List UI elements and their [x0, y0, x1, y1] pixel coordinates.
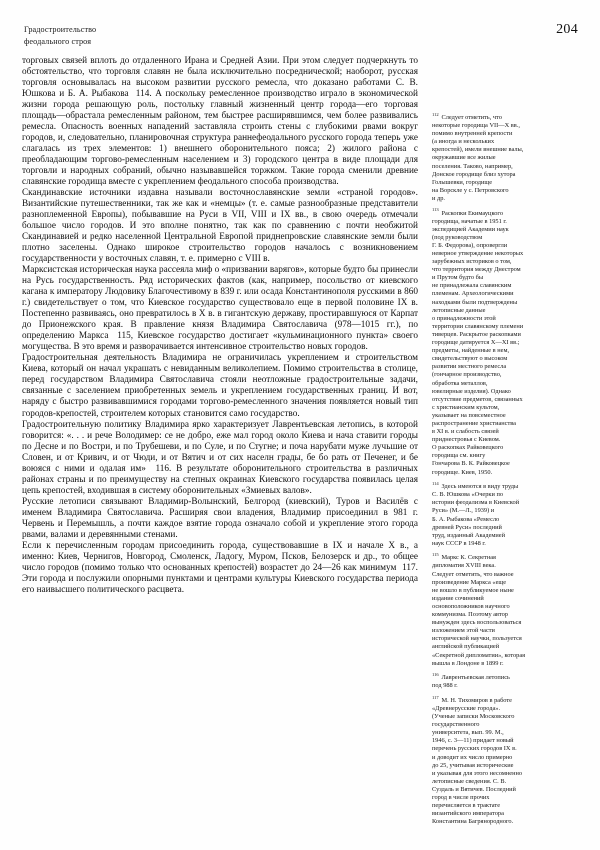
- footnote-line: до 25, учитывая исторические: [432, 761, 514, 769]
- footnote-line: о принадлежности этой: [432, 314, 496, 322]
- footnote-line: $^{116}$ Лаврентьевская летопись: [432, 672, 510, 682]
- footnote-line: в XI в. и слабость связей: [432, 428, 499, 436]
- footnote-line: государственного: [432, 721, 480, 729]
- footnote-line: древней Руси» последний: [432, 523, 502, 531]
- footnote-line: Руси» (М.—Л., 1939) и: [432, 507, 495, 515]
- footnote-line: основоположников научного: [432, 602, 510, 610]
- footnote-line: зарубежных историков о том,: [432, 258, 512, 266]
- footnote: [432, 674, 584, 690]
- footnote-line: городища см. книгу: [432, 452, 486, 460]
- footnote-line: О раскопках Райковецкого: [432, 444, 504, 452]
- footnote-line: под 988 г.: [432, 682, 458, 690]
- footnote-line: (гончарное производство,: [432, 371, 502, 379]
- footnote-line: исторической научки, пользуется: [432, 635, 522, 643]
- footnote-line: предметы, найденные в нем,: [432, 347, 510, 355]
- footnote-line: тиверцев. Раскрытое раскопками: [432, 330, 521, 338]
- footnote-line: обработка металлов,: [432, 379, 488, 387]
- body-paragraph: Русские летописи связывают Владимир-Волынский, Белгород (киевский), Туров и Василёв с именем Владимира Святославича. Расширяя свои владения, Владимир присоединил в 981 г. Червень и Перемышль, а почти каждое взятие города означало собой и укрепление этого города рвами, валами и деревянными стенами.: [22, 496, 418, 540]
- footnote: [432, 483, 584, 548]
- body-paragraph: Марксистская историческая наука рассеяла миф о «призвании варягов», которые будто бы принесли на Русь государственность. Ряд исторических фактов (как, например, посольство от киевского кагана к императору Людовику Благочестивому в 839 г. или осада Константинополя русскими в 860 г.) свидетельствует о том, что Киевское государство существовало еще в первой половине IX в. Постепенно развиваясь, оно превратилось в X в. в гигантскую державу, простиравшуюся от Карпат до Прионежского края. В правление князя Владимира Святославича (978—1015 гг.), по определению Маркса 115, Киевское государство достигает «кульминационного пункта» своего могущества. В это время и разворачивается интенсивное строительство новых городов.: [22, 265, 418, 353]
- footnote-line: экспедицией Академии наук: [432, 225, 509, 233]
- footnote-line: племенам. Археологическими: [432, 290, 514, 298]
- footnote-line: городище. Киев, 1950.: [432, 468, 493, 476]
- footnote-line: не вошло в публикуемое ныне: [432, 586, 514, 594]
- footnote-line: ювелирные изделия). Однако: [432, 387, 511, 395]
- footnote-line: издание сочинений: [432, 594, 484, 602]
- footnote-line: дипломатия XVIII века.: [432, 562, 496, 570]
- footnote-line: вынужден здесь воспользоваться: [432, 619, 522, 627]
- footnote-line: и указывая для этого несомненно: [432, 769, 523, 777]
- footnote-line: находками были подтверждены: [432, 298, 518, 306]
- body-paragraph: Скандинавские источники издавна называли восточнославянские земли «страной городов». Византийские путешественники, так же как и «немцы» (т. е. самые разнообразные представители разноплеменной Европы), побывавшие на Руси в VII, VIII и IX вв., в свою очередь отмечали большое число городов. И это вполне понятно, так как по сравнению с почти необжитой Скандинавией и редко населенной Центральной Европой приднепровские славянские земли были плотно заселены. Однако широкое строительство городов началось с возникновением государственности у восточных славян, т. е. примерно с VIII в.: [22, 188, 418, 265]
- footnote-line: изложением этой части: [432, 627, 495, 635]
- footnote-line: летописные данные: [432, 306, 486, 314]
- footnote: [432, 554, 584, 667]
- footnote-line: что территория между Днестром: [432, 266, 521, 274]
- footnote-line: и др.: [432, 194, 445, 202]
- footnote-line: $^{117}$ М. Н. Тихомиров в работе: [432, 694, 512, 704]
- footnote-line: приднестровья с Киевом.: [432, 436, 501, 444]
- footnote-marker: 116: [432, 672, 439, 678]
- footnote-line: помимо внутренней крепости: [432, 130, 513, 138]
- footnote-line: Следует отметить, что важное: [432, 570, 514, 578]
- footnote-line: $^{115}$ Маркс К. Секретная: [432, 552, 496, 562]
- footnote-column: [432, 111, 584, 826]
- footnote-marker: 115: [432, 552, 439, 558]
- footnote-marker: 113: [432, 207, 439, 213]
- footnote-line: Г. Б. Федорова), опровергли: [432, 241, 508, 249]
- footnote-line: городище датируется X—XI вв.;: [432, 339, 520, 347]
- footnote-line: 1946, с. 3—11) придает новый: [432, 737, 514, 745]
- footnote-line: на Ворскле у с. Петровского: [432, 186, 509, 194]
- body-paragraph: Градостроительную политику Владимира ярко характеризует Лаврентьевская летопись, в которой говорится: «. . . и рече Володимер: се не добро, еже мал город около Киева и нача ставити городы по Десне и по Востри, и по Трубешеви, и по Суле, и по Стугне; и поча нарубати муже лучьшие от Словен, и от Кривич, и от Чюди, и от Вятич и от сих населн грады, бе бо рать от Печенег, и бе воюяся с ними и одалая им» 116. В результате оборонительного строительства в различных районах страны и по преимуществу на степных окраинах Киевского государства появилась целая цепь крепостей, входившая в систему оборонительных «Змиевых валов».: [22, 419, 418, 496]
- body-paragraph: Градостроительная деятельность Владимира не ограничилась укреплением и строительством Киева, который он начал украшать с невиданным великолепием. Помимо строительства в столице, перед государством Владимира Святославича стояли неотложные градостроительные задачи, связанные с заселением приобретенных земель и укреплением государственных границ. И вот, наряду с быстро развивавшимися городами торгово-ремесленного значения появляется новый тип городов-крепостей, строителем которых становится само государство.: [22, 353, 418, 419]
- footnote-line: (а иногда и нескольких: [432, 138, 495, 146]
- footnote-line: перечисляется в трактате: [432, 802, 501, 810]
- footnote-line: перечень русских городов IX в.: [432, 745, 517, 753]
- footnote: [432, 207, 584, 477]
- footnote-line: Суздаль и Вятичев. Последний: [432, 785, 516, 793]
- footnote-line: (Ученые записки Московского: [432, 713, 515, 721]
- footnote-line: истории феодализма в Киевской: [432, 499, 520, 507]
- footnote-line: Б. А. Рыбакова «Ремесло: [432, 515, 500, 523]
- footnote-line: $^{114}$ Здесь имеются в виду труды: [432, 481, 519, 491]
- footnote-line: труд, изданный Академией: [432, 531, 506, 539]
- footnote-line: $^{112}$ Следует отметить, что: [432, 111, 502, 121]
- footnote-marker: 112: [432, 111, 439, 117]
- footnote-line: указывает на повсеместное: [432, 411, 506, 419]
- footnote-marker: 117: [432, 694, 439, 700]
- footnote-line: Константина Багрянородного.: [432, 818, 514, 826]
- footnote-line: поселения. Таково, например,: [432, 162, 513, 170]
- page-number: 204: [556, 22, 578, 37]
- footnote-line: не принадлежала славянским: [432, 282, 512, 290]
- footnote-line: Гончарова В. К. Райковецкое: [432, 460, 510, 468]
- footnote-line: летописные сведения. С. В.: [432, 777, 507, 785]
- footnote: [432, 111, 584, 203]
- footnote-marker: 114: [432, 481, 439, 487]
- footnote-line: город в числе прочих: [432, 794, 490, 801]
- footnote-line: крепостей), имели внешние валы,: [432, 146, 524, 154]
- footnote-line: городища, начатые в 1951 г.: [432, 217, 507, 225]
- footnote-line: английской публикацией: [432, 643, 500, 651]
- main-text-column: [22, 56, 418, 596]
- footnote-line: неверное утверждение некоторых: [432, 250, 524, 257]
- footnote: [432, 694, 584, 827]
- footnote-line: $^{113}$ Раскопки Екимауцкого: [432, 207, 503, 217]
- footnote-line: С. В. Юшкова «Очерки по: [432, 491, 504, 499]
- footnote-line: вышла в Лондоне в 1899 г.: [432, 659, 504, 667]
- running-head: [24, 24, 284, 47]
- footnote-line: наук СССР в 1948 г.: [432, 539, 486, 547]
- body-paragraph: торговых связей вплоть до отдаленного Ирана и Средней Азии. При этом следует подчеркнуть то обстоятельство, что торговля славян не была исключительно посреднической; наоборот, русская торговля основывалась на высоком развитии русского ремесла, что доказано работами С. В. Юшкова и Б. А. Рыбакова 114. А поскольку ремесленное производство играло в экономической жизни города решающую роль, постольку главный жизненный центр города—его торговая площадь—обрастала ремесленным районом, тем быстрее расширявшимся, чем более развивались ремесла. Опасность военных нападений заставляла строить стены с глубокими рвами вокруг городов, и, следовательно, планировочная структура раннефеодального русского города теперь уже слагалась из трех элементов: 1) внешнего оборонительного пояса; 2) жилого района с преобладающим торгово-ремесленным населением и 3) городского центра в виде площади для торговли и народных собраний, обычно называвшейся торжком. Такие города сменили древние славянские городища вместе с укреплением феодального способа производства.: [22, 56, 418, 188]
- footnote-line: (под руководством: [432, 233, 483, 241]
- footnote-line: свидетельствуют о высоком: [432, 355, 508, 363]
- footnote-line: коммунизма. Поэтому автор: [432, 611, 508, 619]
- body-paragraph: Если к перечисленным городам присоединить города, существовавшие в IX и начале X в., а именно: Киев, Чернигов, Новгород, Смоленск, Ладогу, Муром, Псков, Белозерск и др., то общее число городов (помимо только что основанных крепостей) возрастет до 24—26 как минимум 117. Эти города и послужили опорными пунктами и центрами культуры Киевского государства периода его наивысшего политического расцвета.: [22, 540, 418, 595]
- footnote-line: «Секретной дипломатии», которая: [432, 651, 526, 659]
- footnote-line: отсутствие предметов, связанных: [432, 395, 523, 403]
- footnote-line: территории славянскому племени: [432, 322, 524, 330]
- running-head-line-1: Градостроительство: [24, 25, 97, 34]
- footnote-line: и доводит их число примерно: [432, 753, 513, 761]
- footnote-line: распространение христианства: [432, 419, 517, 427]
- footnote-line: «Древнерусские города».: [432, 704, 501, 712]
- footnote-line: произведение Маркса «еще: [432, 578, 507, 586]
- footnote-line: византийского императора: [432, 810, 504, 818]
- footnote-line: с христианским культом,: [432, 403, 500, 411]
- footnote-line: и Прутом будто бы: [432, 274, 484, 282]
- footnote-line: университета, вып. 99. М.,: [432, 729, 504, 737]
- footnote-line: Донское городище близ хутора: [432, 170, 516, 178]
- footnote-line: Голышевки, городище: [432, 178, 493, 186]
- footnote-line: некоторые городища VII—X вв.,: [432, 122, 520, 130]
- footnote-line: развитии местного ремесла: [432, 363, 507, 371]
- footnote-line: окружавшие все жилые: [432, 154, 496, 162]
- running-head-line-2: феодального строя: [24, 36, 92, 46]
